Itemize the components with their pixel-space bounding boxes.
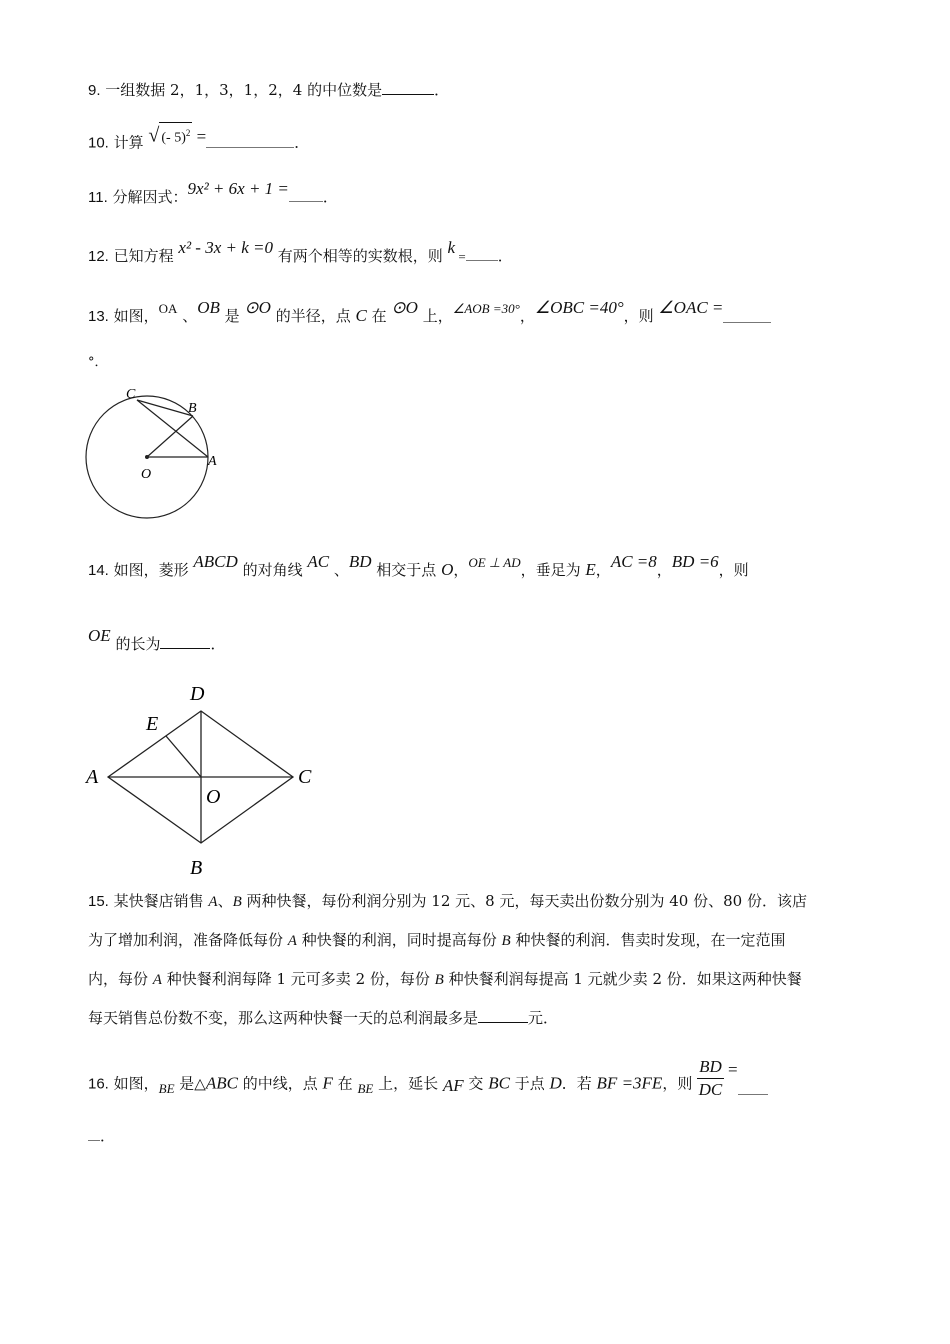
label-b: B [190,857,203,878]
q13-answer-blank[interactable] [723,308,771,323]
q14-rhombus-figure [78,678,328,878]
q14-answer-blank[interactable] [160,634,210,649]
q13-continuation: °． [88,355,108,370]
label-c: C [126,387,136,402]
segment-ca [137,400,208,457]
q9-number: 9. [88,82,101,99]
question-14-cont: OE 的长为 ． [88,626,226,653]
q15-answer-blank[interactable] [478,1008,528,1023]
q11-number: 11. [88,189,108,206]
q9-text: 一组数据 2，1，3，1，2，4 的中位数是 [100,81,383,99]
q10-number: 10. [88,134,109,152]
question-14: 14. 如图，菱形 ABCD 的对角线 AC 、BD 相交于点 O，OE ⊥ AD，垂足为 E，AC =8，BD =6，则 [88,552,749,579]
label-c: C [298,766,312,788]
segment-oe [166,736,201,777]
q12-answer-blank[interactable] [466,246,498,261]
q16-answer-blank[interactable] [738,1080,768,1095]
label-b: B [188,401,197,416]
label-o: O [206,786,221,808]
question-11: 11. 分解因式：9x² + 6x + 1 = ． [88,179,338,206]
q11-answer-blank[interactable] [289,187,323,202]
q15-line-3: 内，每份 A 种快餐利润每降 1 元可多卖 2 份，每份 B 种快餐利润每提高 1 元就少卖 2 份．如果这两种快餐 [88,970,802,988]
q15-line-2: 为了增加利润，准备降低每份 A 种快餐的利润，同时提高每份 B 种快餐的利润．售卖时发现，在一定范围 [88,931,786,949]
q16-number: 16. [88,1075,109,1093]
question-16: 16. 如图，BE 是△ABC 的中线，点 F 在 BE 上，延长 AF 交 BC 于点 D．若 BF =3FE，则 $\frac{BD}{DC}$ = [88,1062,768,1107]
label-e: E [146,713,159,735]
question-10: 10. 计算 √ (- 5)$^2$ = ． [88,128,309,155]
question-15 [88,882,858,1037]
q16-fraction: $\frac{BD}{DC}$ [698,1057,723,1099]
question-12: 12. 已知方程 x² - 3x + k =0 有两个相等的实数根，则 k = ． [88,238,513,265]
question-13: 13. 如图，OA 、OB 是 ⊙O 的半径，点 C 在 ⊙O 上，∠AOB =30°，∠OBC =40°，则 ∠OAC = [88,306,771,327]
center-dot [145,455,149,459]
q12-number: 12. [88,248,109,265]
question-9: 9. 一组数据 2，1，3，1，2，4 的中位数是 ． [88,81,450,99]
q16-answer-blank-cont[interactable] [88,1126,100,1141]
segment-cb [137,400,193,416]
label-a: A [208,454,217,469]
label-o: O [141,467,152,482]
label-a: A [86,766,99,788]
q15-line-1: 15. 某快餐店销售 A、B 两种快餐，每份利润分别为 12 元、8 元，每天卖出份数分别为 40 份、80 份．该店 [88,892,807,910]
q12-equation: x² - 3x + k =0 [178,238,273,257]
q11-expression: 9x² + 6x + 1 = [187,179,289,198]
question-16-cont: ． [88,1126,115,1146]
q13-number: 13. [88,308,109,325]
segment-ob [147,416,193,457]
q13-circle-figure [78,380,228,530]
q10-sqrt-expression: √ (- 5)$^2$ [148,122,192,149]
q9-answer-blank[interactable] [382,80,434,95]
q15-line-4: 每天销售总份数不变，那么这两种快餐一天的总利润最多是 元． [88,1009,559,1027]
q14-number: 14. [88,562,109,579]
q10-answer-blank[interactable] [206,133,294,148]
label-d: D [190,683,205,705]
